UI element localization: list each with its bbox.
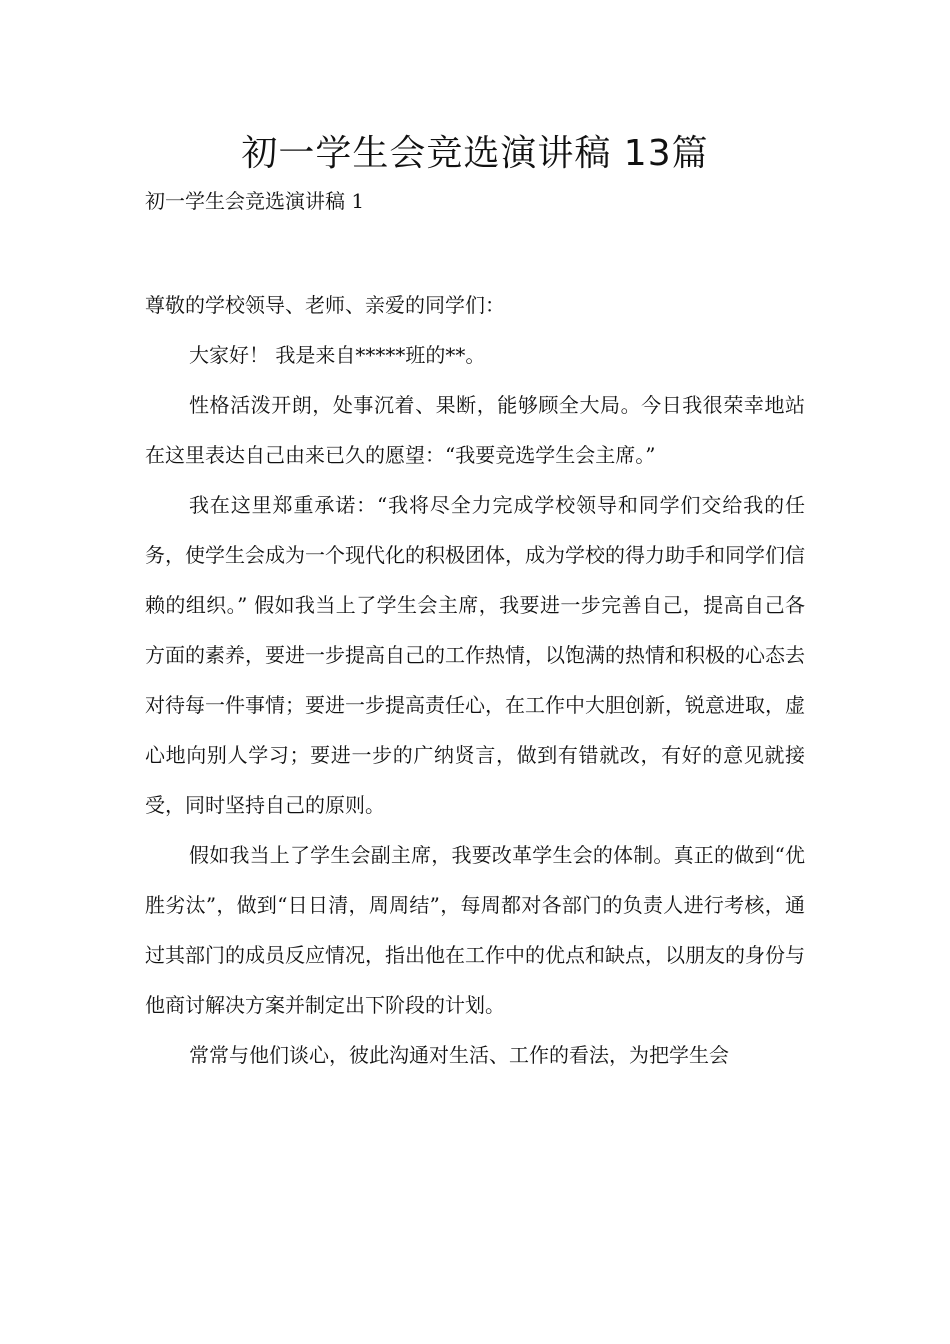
body-paragraph: 性格活泼开朗，处事沉着、果断，能够顾全大局。今日我很荣幸地站在这里表达自己由来已久的愿望：“我要竞选学生会主席。” <box>145 393 805 467</box>
body-paragraph: 假如我当上了学生会副主席，我要改革学生会的体制。真正的做到“优胜劣汰”，做到“日日清，周周结”，每周都对各部门的负责人进行考核，通过其部门的成员反应情况，指出他在工作中的优点和缺点，以朋友的身份与他商讨解决方案并制定出下阶段的计划。 <box>145 843 805 1017</box>
document-title: 初一学生会竞选演讲稿 13篇 <box>241 133 709 174</box>
salutation-paragraph: 尊敬的学校领导、老师、亲爱的同学们： <box>145 293 505 317</box>
document-body <box>145 280 805 1080</box>
greeting-paragraph: 大家好！ 我是来自*****班的**。 <box>189 343 486 367</box>
body-paragraph: 常常与他们谈心，彼此沟通对生活、工作的看法，为把学生会 <box>189 1043 729 1067</box>
body-paragraph: 我在这里郑重承诺：“我将尽全力完成学校领导和同学们交给我的任务，使学生会成为一个现代化的积极团体，成为学校的得力助手和同学们信赖的组织。” 假如我当上了学生会主席，我要进一步完善自己，提高自己各方面的素养，要进一步提高自己的工作热情，以饱满的热情和积极的心态去对待每一件事情；要进一步提高责任心，在工作中大胆创新，锐意进取，虚心地向别人学习；要进一步的广纳贤言，做到有错就改，有好的意见就接受，同时坚持自己的原则。 <box>145 493 805 817</box>
document-subtitle: 初一学生会竞选演讲稿 1 <box>145 189 365 213</box>
